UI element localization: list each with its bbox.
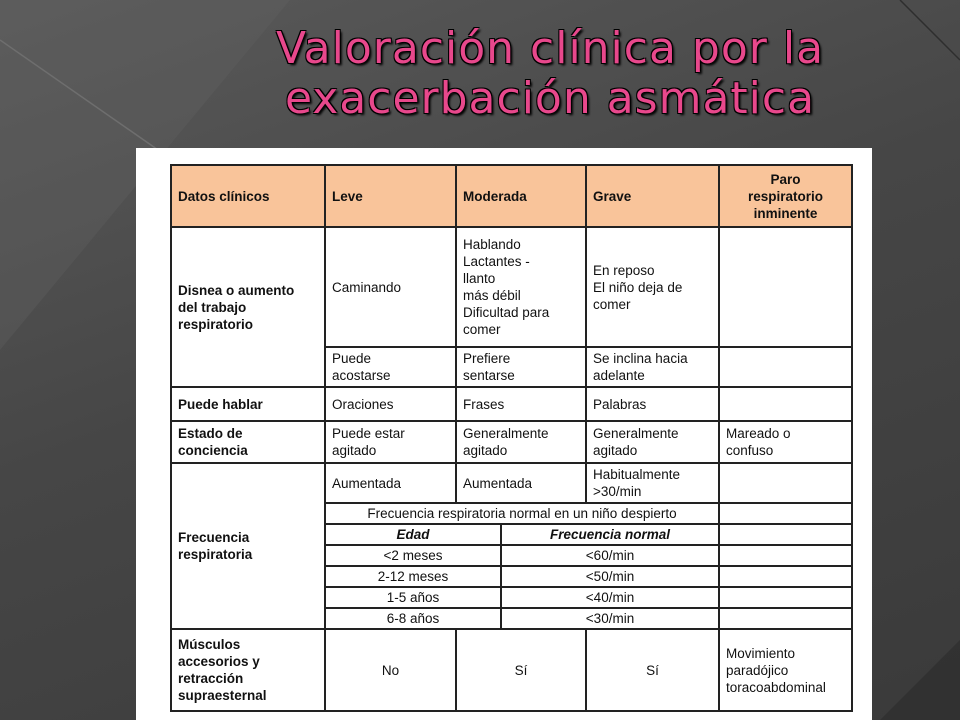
cell-freq: <40/min	[501, 587, 719, 608]
cell-empty	[719, 566, 852, 587]
title-line-2: exacerbación asmática	[284, 73, 816, 124]
cell-hablar-grave: Palabras	[586, 387, 719, 421]
cell-disnea-paro-2	[719, 347, 852, 387]
cell-edad: <2 meses	[325, 545, 501, 566]
header-leve: Leve	[325, 165, 456, 227]
header-datos: Datos clínicos	[171, 165, 325, 227]
cell-frecuencia-grave: Habitualmente >30/min	[586, 463, 719, 503]
cell-musculos-paro: Movimiento paradójico toracoabdominal	[719, 629, 852, 711]
cell-hablar-leve: Oraciones	[325, 387, 456, 421]
slide-title	[160, 24, 940, 124]
cell-musculos-leve: No	[325, 629, 456, 711]
table-panel	[136, 148, 872, 720]
cell-frecuencia-moderada: Aumentada	[456, 463, 586, 503]
title-line-1: Valoración clínica por la	[275, 23, 825, 74]
cell-empty	[719, 608, 852, 629]
header-grave: Grave	[586, 165, 719, 227]
table-row	[171, 421, 852, 463]
cell-hablar-moderada: Frases	[456, 387, 586, 421]
subheader-frecuencia-normal: Frecuencia normal	[501, 524, 719, 545]
cell-freq: <60/min	[501, 545, 719, 566]
cell-freq: <50/min	[501, 566, 719, 587]
table-row	[171, 463, 852, 503]
row-label-musculos: Músculos accesorios y retracción supraesternal	[171, 629, 325, 711]
cell-musculos-moderada: Sí	[456, 629, 586, 711]
clinical-assessment-table	[170, 164, 853, 712]
header-row	[171, 165, 852, 227]
row-label-frecuencia: Frecuencia respiratoria	[171, 463, 325, 629]
cell-empty	[719, 524, 852, 545]
table-row	[171, 387, 852, 421]
cell-empty	[719, 545, 852, 566]
header-paro: Paro respiratorio inminente	[719, 165, 852, 227]
cell-hablar-paro	[719, 387, 852, 421]
header-moderada: Moderada	[456, 165, 586, 227]
cell-conciencia-grave: Generalmente agitado	[586, 421, 719, 463]
row-label-hablar: Puede hablar	[171, 387, 325, 421]
table-row	[171, 227, 852, 347]
cell-empty	[719, 587, 852, 608]
cell-frecuencia-leve: Aumentada	[325, 463, 456, 503]
table-row	[171, 629, 852, 711]
cell-conciencia-paro: Mareado o confuso	[719, 421, 852, 463]
cell-acostarse: Puede acostarse	[325, 347, 456, 387]
cell-conciencia-moderada: Generalmente agitado	[456, 421, 586, 463]
cell-conciencia-leve: Puede estar agitado	[325, 421, 456, 463]
cell-edad: 6-8 años	[325, 608, 501, 629]
cell-disnea-leve: Caminando	[325, 227, 456, 347]
cell-sentarse: Prefiere sentarse	[456, 347, 586, 387]
cell-frecuencia-paro	[719, 463, 852, 503]
cell-disnea-paro	[719, 227, 852, 347]
cell-edad: 2-12 meses	[325, 566, 501, 587]
normal-rate-title: Frecuencia respiratoria normal en un niño despierto	[325, 503, 719, 524]
cell-disnea-grave: En reposo El niño deja de comer	[586, 227, 719, 347]
cell-musculos-grave: Sí	[586, 629, 719, 711]
cell-inclina: Se inclina hacia adelante	[586, 347, 719, 387]
row-label-disnea: Disnea o aumento del trabajo respiratorio	[171, 227, 325, 387]
cell-edad: 1-5 años	[325, 587, 501, 608]
cell-empty	[719, 503, 852, 524]
subheader-edad: Edad	[325, 524, 501, 545]
cell-disnea-moderada: Hablando Lactantes - llanto más débil Dificultad para comer	[456, 227, 586, 347]
cell-freq: <30/min	[501, 608, 719, 629]
row-label-conciencia: Estado de conciencia	[171, 421, 325, 463]
